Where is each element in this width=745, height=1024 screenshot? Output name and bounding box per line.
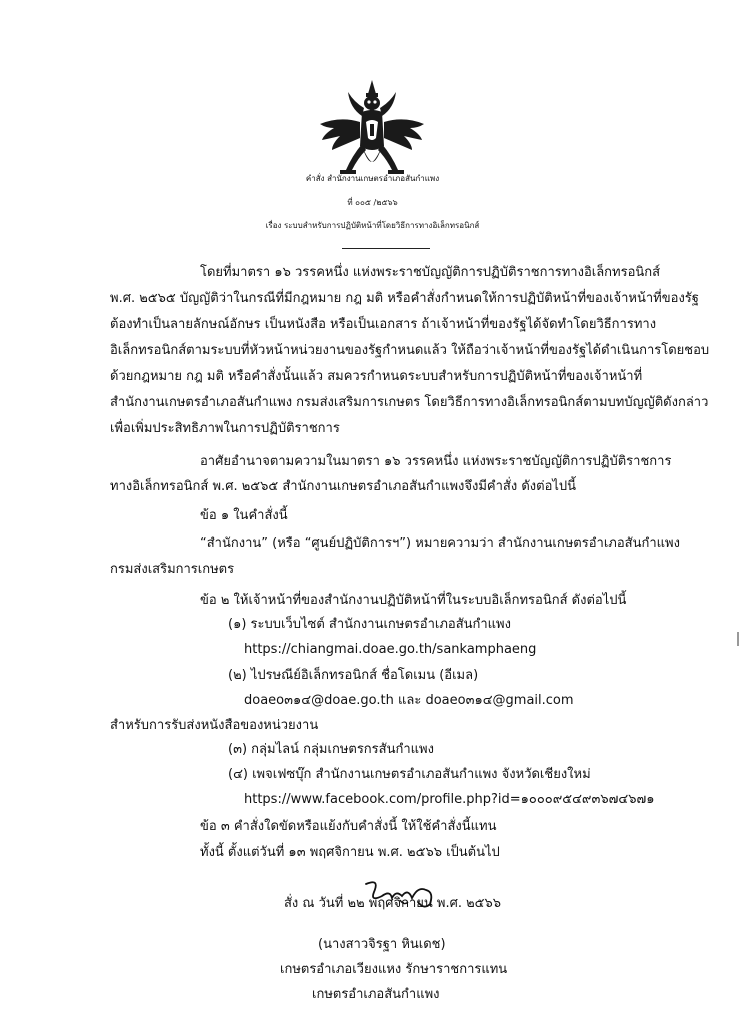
preamble-line: ด้วยกฎหมาย กฎ มติ หรือคำสั่งนั้นแล้ว สมควรกำหนดระบบสำหรับการปฏิบัติหน้าที่ของเจ้าหน้าที่	[110, 369, 643, 384]
preamble-line: ต้องทำเป็นลายลักษณ์อักษร เป็นหนังสือ หรือเป็นเอกสาร ถ้าเจ้าหน้าที่ของรัฐได้จัดทำโดยวิธีการทาง	[110, 317, 657, 332]
garuda-emblem-icon	[316, 78, 428, 182]
clause-2-heading: ข้อ ๒ ให้เจ้าหน้าที่ของสำนักงานปฏิบัติหน้าที่ในระบบอิเล็กทรอนิกส์ ดังต่อไปนี้	[200, 593, 627, 608]
signer-name: (นางสาวจิรฐา หินเดช)	[318, 937, 446, 952]
header-divider	[342, 248, 430, 249]
authority-line: ทางอิเล็กทรอนิกส์ พ.ศ. ๒๕๖๕ สำนักงานเกษตรอำเภอสันกำแพงจึงมีคำสั่ง ดังต่อไปนี้	[110, 479, 577, 494]
website-url: https://chiangmai.doae.go.th/sankamphaeng	[244, 642, 537, 657]
clause-1-heading: ข้อ ๑ ในคำสั่งนี้	[200, 508, 288, 523]
clause-2-item-1: (๑) ระบบเว็บไซต์ สำนักงานเกษตรอำเภอสันกำแพง	[228, 617, 511, 632]
preamble-line: เพื่อเพิ่มประสิทธิภาพในการปฏิบัติราชการ	[110, 421, 340, 436]
order-number: ที่ ๐๐๕ /๒๕๖๖	[347, 198, 398, 207]
signing-date: สั่ง ณ วันที่ ๒๒ พฤศจิกายน พ.ศ. ๒๕๖๖	[284, 896, 502, 911]
email-addresses: doaeo๓๑๔@doae.go.th และ doaeo๓๑๔@gmail.com	[244, 693, 574, 708]
facebook-url: https://www.facebook.com/profile.php?id=๑๐๐๐๙๕๔๙๓๖๗๔๖๗๑	[244, 792, 655, 807]
clause-1-definition-cont: กรมส่งเสริมการเกษตร	[110, 562, 235, 577]
preamble-line: อิเล็กทรอนิกส์ตามระบบที่หัวหน้าหน่วยงานของรัฐกำหนดแล้ว ให้ถือว่าเจ้าหน้าที่ของรัฐได้ดำเนินการโดยชอบ	[110, 343, 710, 358]
clause-3-heading: ข้อ ๓ คำสั่งใดขัดหรือแย้งกับคำสั่งนี้ ให้ใช้คำสั่งนี้แทน	[200, 819, 497, 834]
signer-position-1: เกษตรอำเภอเวียงแหง รักษาราชการแทน	[280, 962, 508, 977]
margin-mark	[737, 632, 739, 646]
authority-line: อาศัยอำนาจตามความในมาตรา ๑๖ วรรคหนึ่ง แห่งพระราชบัญญัติการปฏิบัติราชการ	[200, 454, 672, 469]
order-subject: เรื่อง ระบบสำหรับการปฏิบัติหน้าที่โดยวิธีการทางอิเล็กทรอนิกส์	[265, 221, 480, 230]
clause-2-item-2: (๒) ไปรษณีย์อิเล็กทรอนิกส์ ชื่อโดเมน (อีเมล)	[228, 668, 479, 683]
handwritten-signature	[360, 876, 450, 912]
preamble-line: พ.ศ. ๒๕๖๕ บัญญัติว่าในกรณีที่มีกฎหมาย กฎ มติ หรือคำสั่งกำหนดให้การปฏิบัติหน้าที่ของเจ้าหน้าที่ของรัฐ	[110, 291, 699, 306]
preamble-line: โดยที่มาตรา ๑๖ วรรคหนึ่ง แห่งพระราชบัญญัติการปฏิบัติราชการทางอิเล็กทรอนิกส์	[200, 265, 661, 280]
effective-date: ทั้งนี้ ตั้งแต่วันที่ ๑๓ พฤศจิกายน พ.ศ. ๒๕๖๖ เป็นต้นไป	[200, 845, 500, 860]
clause-2-item-3: (๓) กลุ่มไลน์ กลุ่มเกษตรกรสันกำแพง	[228, 742, 434, 757]
signer-position-2: เกษตรอำเภอสันกำแพง	[312, 987, 440, 1002]
order-title: คำสั่ง สำนักงานเกษตรอำเภอสันกำแพง	[305, 174, 440, 183]
clause-1-definition: “สำนักงาน” (หรือ “ศูนย์ปฏิบัติการฯ”) หมายความว่า สำนักงานเกษตรอำเภอสันกำแพง	[200, 536, 680, 551]
clause-2-item-4: (๔) เพจเฟซบุ๊ก สำนักงานเกษตรอำเภอสันกำแพง จังหวัดเชียงใหม่	[228, 767, 591, 782]
preamble-line: สำนักงานเกษตรอำเภอสันกำแพง กรมส่งเสริมการเกษตร โดยวิธีการทางอิเล็กทรอนิกส์ตามบทบัญญัติดังกล่าว	[110, 395, 709, 410]
receiving-note: สำหรับการรับส่งหนังสือของหน่วยงาน	[110, 718, 319, 733]
